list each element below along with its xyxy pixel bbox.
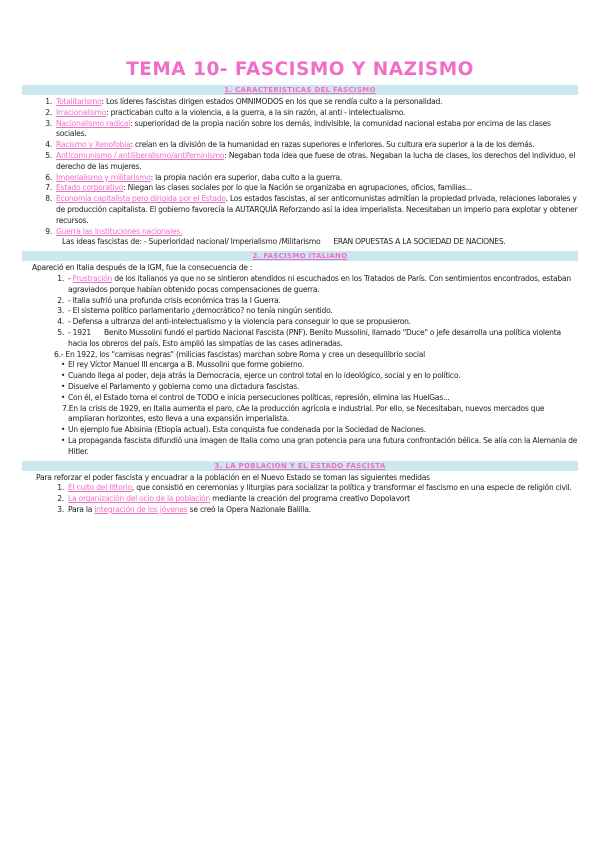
term-link: Frustración (72, 273, 113, 283)
list-item: 5. Anticomunismo / antiliberalismo/antifeminismo: Negaban toda idea que fuese de otras. Negaban la lucha de clases, los derechos del individuo, el derecho de las mujeres. (45, 150, 576, 171)
bullet-icon: • (60, 381, 66, 391)
list-item: 6.- En 1922, los "camisas negras" (milicias fascistas) marchan sobre Roma y crea un desequilibrio social (54, 349, 425, 359)
bullet-item: • El rey Víctor Manuel III encarga a B. Mussolini que forme gobierno. (22, 360, 578, 371)
list-item: 1. - Frustración de los italianos ya que no se sintieron atendidos ni escuchados en los Tratados de París. Con sentimientos encontrados, estaban agraviados porque habían obtenido pocas compensaciones de guerra. (57, 273, 571, 294)
term-link: El culto del littorio (68, 483, 132, 493)
list-item: 9. Guerra las instituciones nacionales. (45, 226, 183, 236)
bullet-item: • Un ejemplo fue Abisinia (Etiopía actual). Esta conquista fue condenada por la Sociedad de Naciones. (22, 425, 578, 436)
list-item: 7.En la crisis de 1929, en Italia aumenta el paro, cAe la producción agrícola e industrial. Por ello, se Necesitaban, nuevos mercados que ampliaran horizontes, esto lleva a una expansión imperialista. (62, 403, 545, 424)
bullet-icon: • (60, 360, 66, 370)
list-item: 1. El culto del littorio, que consistió en ceremonias y liturgias para socializar la política y transformar el fascismo en una especie de religión civil. (57, 483, 572, 493)
term-link: Nacionalismo radical (56, 118, 131, 128)
ideas-line: Las ideas fascistas de: - Superioridad nacional/ Imperialismo /Militarismo ERAN OPUESTAS A LA SOCIEDAD DE NACIONES. (62, 237, 506, 247)
bullet-icon: • (60, 392, 66, 402)
list-item: 5. - 1921 Benito Mussolini fundó el partido Nacional Fascista (PNF). Benito Mussolini, llamado "Duce" o jefe desarrolla una política violenta hacia los obreros del país. Esto amplió las simpatías de las cases adineradas. (57, 327, 564, 348)
list-item: 1. Totalitarismo: Los líderes fascistas dirigen estados OMNIMODOS en los que se rendía culto a la personalidad. (45, 97, 443, 106)
list-item: 2. La organización del ocio de la población mediante la creación del programa creativo Dopolavort (57, 494, 410, 504)
term-link: Economía capitalista pero dirigida por el Estado (56, 194, 226, 204)
term-link: La organización del ocio de la población (68, 494, 211, 504)
section-intro: Para reforzar el poder fascista y encuadrar a la población en el Nuevo Estado se toman las siguientes medidas (36, 472, 430, 482)
term-link: Anticomunismo / antiliberalismo/antifeminismo (56, 150, 225, 160)
list-item: 3. Para la integración de los jóvenes se creó la Opera Nazionale Balilla. (57, 504, 311, 514)
list-item: 2. Irracionalismo: practicaban culto a la violencia, a la guerra, a la sin razón, al anti - intelectualismo. (45, 107, 406, 117)
section-heading-poblacion: 3. LA POBLACION Y EL ESTADO FASCISTA (22, 461, 578, 471)
bullet-item: • La propaganda fascista difundió una imagen de Italia como una gran potencia para una futura confrontación bélica. Se alía con la Alemania de Hitler. (22, 436, 578, 458)
list-item: 3. - El sistema político parlamentario ¿democrático? no tenía ningún sentido. (57, 306, 333, 316)
term-link: Guerra las instituciones nacionales. (56, 226, 183, 236)
list-item: 3. Nacionalismo radical: superioridad de la propia nación sobre los demás, indivisible, la comunidad nacional estaba por encima de las clases sociales. (45, 118, 551, 139)
term-link: Racismo y Xenofobia (56, 140, 131, 150)
bullet-icon: • (60, 425, 66, 435)
bullet-item: • Con él, el Estado toma el control de TODO e inicia persecuciones políticas, represión, elimina las HuelGas... (22, 393, 578, 404)
term-link: Totalitarismo (56, 97, 102, 106)
list-item: 4. Racismo y Xenofobia: creían en la división de la humanidad en razas superiores e inferiores. Su cultura era superior a la de los demás. (45, 140, 535, 150)
list-item: 7. Estado corporativo: Niegan las clases sociales por lo que la Nación se organizaba en agrupaciones, oficios, familias... (45, 183, 473, 193)
section-heading-caracteristicas: 1. CARACTERISTICAS DEL FASCISMO (22, 85, 578, 95)
term-link: Irracionalismo (56, 107, 107, 117)
list-item: 4. - Defensa a ultranza del anti-intelectualismo y la violencia para conseguir lo que se propusieron. (57, 317, 411, 327)
section-poblacion (22, 473, 578, 516)
term-link: Estado corporativo (56, 183, 124, 193)
section-fascismo-italiano (22, 263, 578, 457)
bullet-item: • Disuelve el Parlamento y gobierna como una dictadura fascistas. (22, 382, 578, 393)
term-link: integración de los jóvenes (94, 504, 188, 514)
list-item: 2. - Italia sufrió una profunda crisis económica tras la I Guerra. (57, 295, 281, 305)
term-link: Imperialismo y militarismo (56, 172, 151, 182)
page-title: TEMA 10- FASCISMO Y NAZISMO (126, 59, 474, 80)
bullet-icon: • (60, 435, 66, 445)
section-heading-fascismo-italiano: 2. FASCISMO ITALIANO (22, 251, 578, 261)
list-item: 8. Economía capitalista pero dirigida por el Estado. Los estados fascistas, al ser anticomunistas admitían la propiedad privada, relaciones laborales y de producción capitalista. El gobierno favorecía la AUTARQUÍA Reforzando así la idea imperialista. Necesitaban un imperio para explotar y obtener recursos. (45, 194, 578, 225)
list-item: 6. Imperialismo y militarismo: la propia nación era superior, daba culto a la guerra. (45, 172, 343, 182)
bullet-item: • Cuando llega al poder, deja atrás la Democracia, ejerce un control total en lo ideológico, social y en lo político. (22, 371, 578, 382)
section-caracteristicas (22, 97, 578, 248)
bullet-icon: • (60, 371, 66, 381)
section-intro: Apareció en Italia después de la IGM, fue la consecuencia de : (32, 263, 253, 273)
